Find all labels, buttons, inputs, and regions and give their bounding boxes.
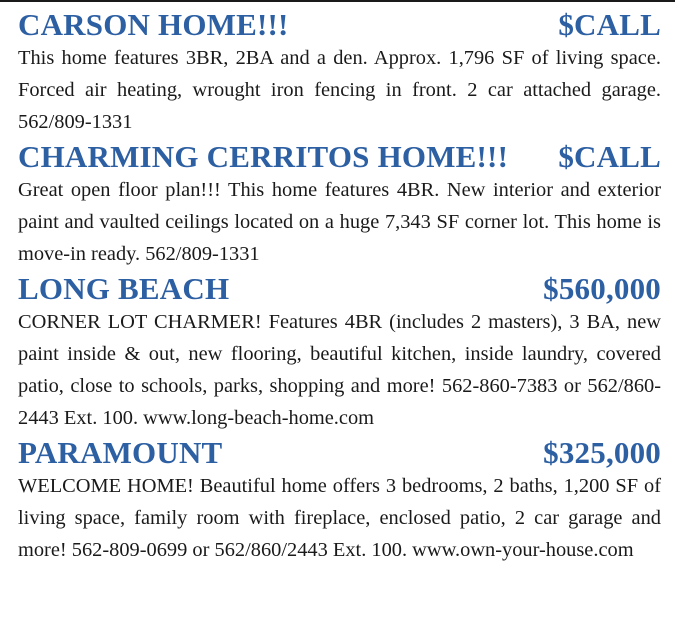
listing-carson	[18, 8, 661, 138]
listing-header	[18, 272, 661, 306]
listing-price: $560,000	[543, 271, 661, 306]
listing-long-beach	[18, 272, 661, 434]
listing-paramount	[18, 436, 661, 566]
listing-price: $325,000	[543, 435, 661, 470]
listing-title: CARSON HOME!!!	[18, 7, 289, 42]
listing-title: LONG BEACH	[18, 271, 230, 306]
listing-title: PARAMOUNT	[18, 435, 223, 470]
listing-price: $CALL	[558, 139, 661, 174]
listing-header	[18, 140, 661, 174]
listing-description: WELCOME HOME! Beautiful home offers 3 bedrooms, 2 baths, 1,200 SF of living space, family room with fireplace, enclosed patio, 2 car garage and more! 562-809-0699 or 562/860/2443 Ext. 100. www.own-your-house.com	[18, 475, 661, 561]
listing-cerritos	[18, 140, 661, 270]
listing-title: CHARMING CERRITOS HOME!!!	[18, 139, 509, 174]
listing-description: This home features 3BR, 2BA and a den. Approx. 1,796 SF of living space. Forced air heating, wrought iron fencing in front. 2 car attached garage. 562/809-1331	[18, 47, 661, 133]
listing-header	[18, 436, 661, 470]
listing-header	[18, 8, 661, 42]
listing-description: Great open floor plan!!! This home features 4BR. New interior and exterior paint and vaulted ceilings located on a huge 7,343 SF corner lot. This home is move-in ready. 562/809-1331	[18, 179, 661, 265]
listing-description: CORNER LOT CHARMER! Features 4BR (includes 2 masters), 3 BA, new paint inside & out, new flooring, beautiful kitchen, inside laundry, covered patio, close to schools, parks, shopping and more! 562-860-7383 or 562/860-2443 Ext. 100. www.long-beach-home.com	[18, 311, 661, 429]
listing-price: $CALL	[558, 7, 661, 42]
